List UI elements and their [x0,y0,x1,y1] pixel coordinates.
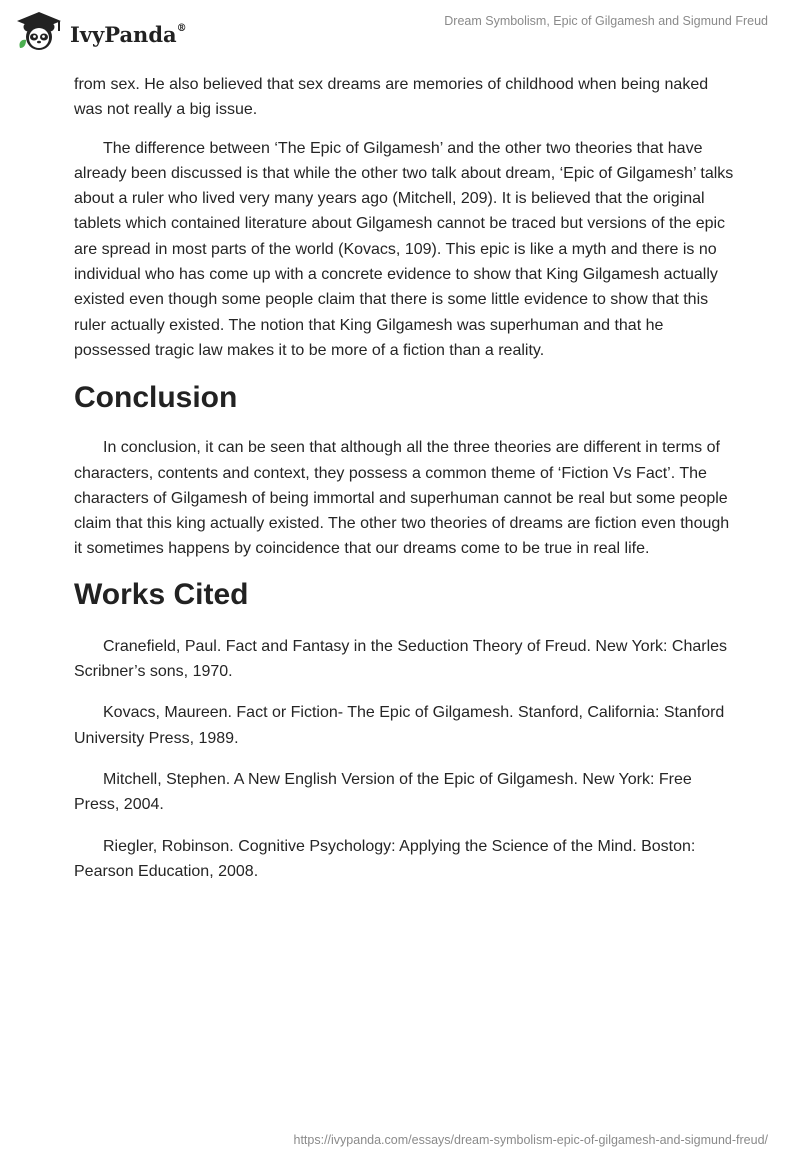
logo-wordmark: IvyPanda® [70,21,187,47]
citation-item: Riegler, Robinson. Cognitive Psychology: Applying the Science of the Mind. Boston: Pearson Education, 2008. [74,837,696,880]
conclusion-paragraph: In conclusion, it can be seen that although all the three theories are different in terms of characters, contents and context, they possess a common theme of ‘Fiction Vs Fact’. The characters of Gilgamesh of being immortal and superhuman cannot be real but some people claim that this king actually existed. The other two theories of dreams are fiction even though it sometimes happens by coincidence that our dreams come to be true in real life. [74,439,730,558]
registered-mark: ® [176,22,187,34]
paragraph-difference: The difference between ‘The Epic of Gilgamesh’ and the other two theories that have already been discussed is that while the other two talk about dream, ‘Epic of Gilgamesh’ talks about a ruler who lived very many years ago (Mitchell, 209). It is believed that the original tablets which contained literature about Gilgamesh cannot be traced but versions of the epic are spread in most parts of the world (Kovacs, 109). This epic is like a myth and there is no individual who has come up with a concrete evidence to show that King Gilgamesh actually existed even though some people claim that there is some little evidence to show that this ruler actually existed. The notion that King Gilgamesh was superhuman and that he possessed tragic law makes it to be more of a fiction than a reality. [74,139,734,359]
citation-item: Mitchell, Stephen. A New English Version of the Epic of Gilgamesh. New York: Free Press, 2004. [74,770,692,814]
ivypanda-logo[interactable] [14,8,187,56]
works-cited-heading: Works Cited [74,577,249,611]
paragraph-continued: from sex. He also believed that sex dreams are memories of childhood when being naked was not really a big issue. [74,76,709,119]
essay-content [74,72,734,900]
page-header [0,0,800,64]
source-url-link[interactable]: https://ivypanda.com/essays/dream-symbolism-epic-of-gilgamesh-and-sigmund-freud/ [293,1133,768,1147]
citation-item: Cranefield, Paul. Fact and Fantasy in the Seduction Theory of Freud. New York: Charles Scribner’s sons, 1970. [74,637,728,681]
panda-graduate-icon [14,10,64,54]
citation-item: Kovacs, Maureen. Fact or Fiction- The Epic of Gilgamesh. Stanford, California: Stanford University Press, 1989. [74,704,725,747]
document-title: Dream Symbolism, Epic of Gilgamesh and Sigmund Freud [444,14,768,28]
conclusion-heading: Conclusion [74,381,238,415]
